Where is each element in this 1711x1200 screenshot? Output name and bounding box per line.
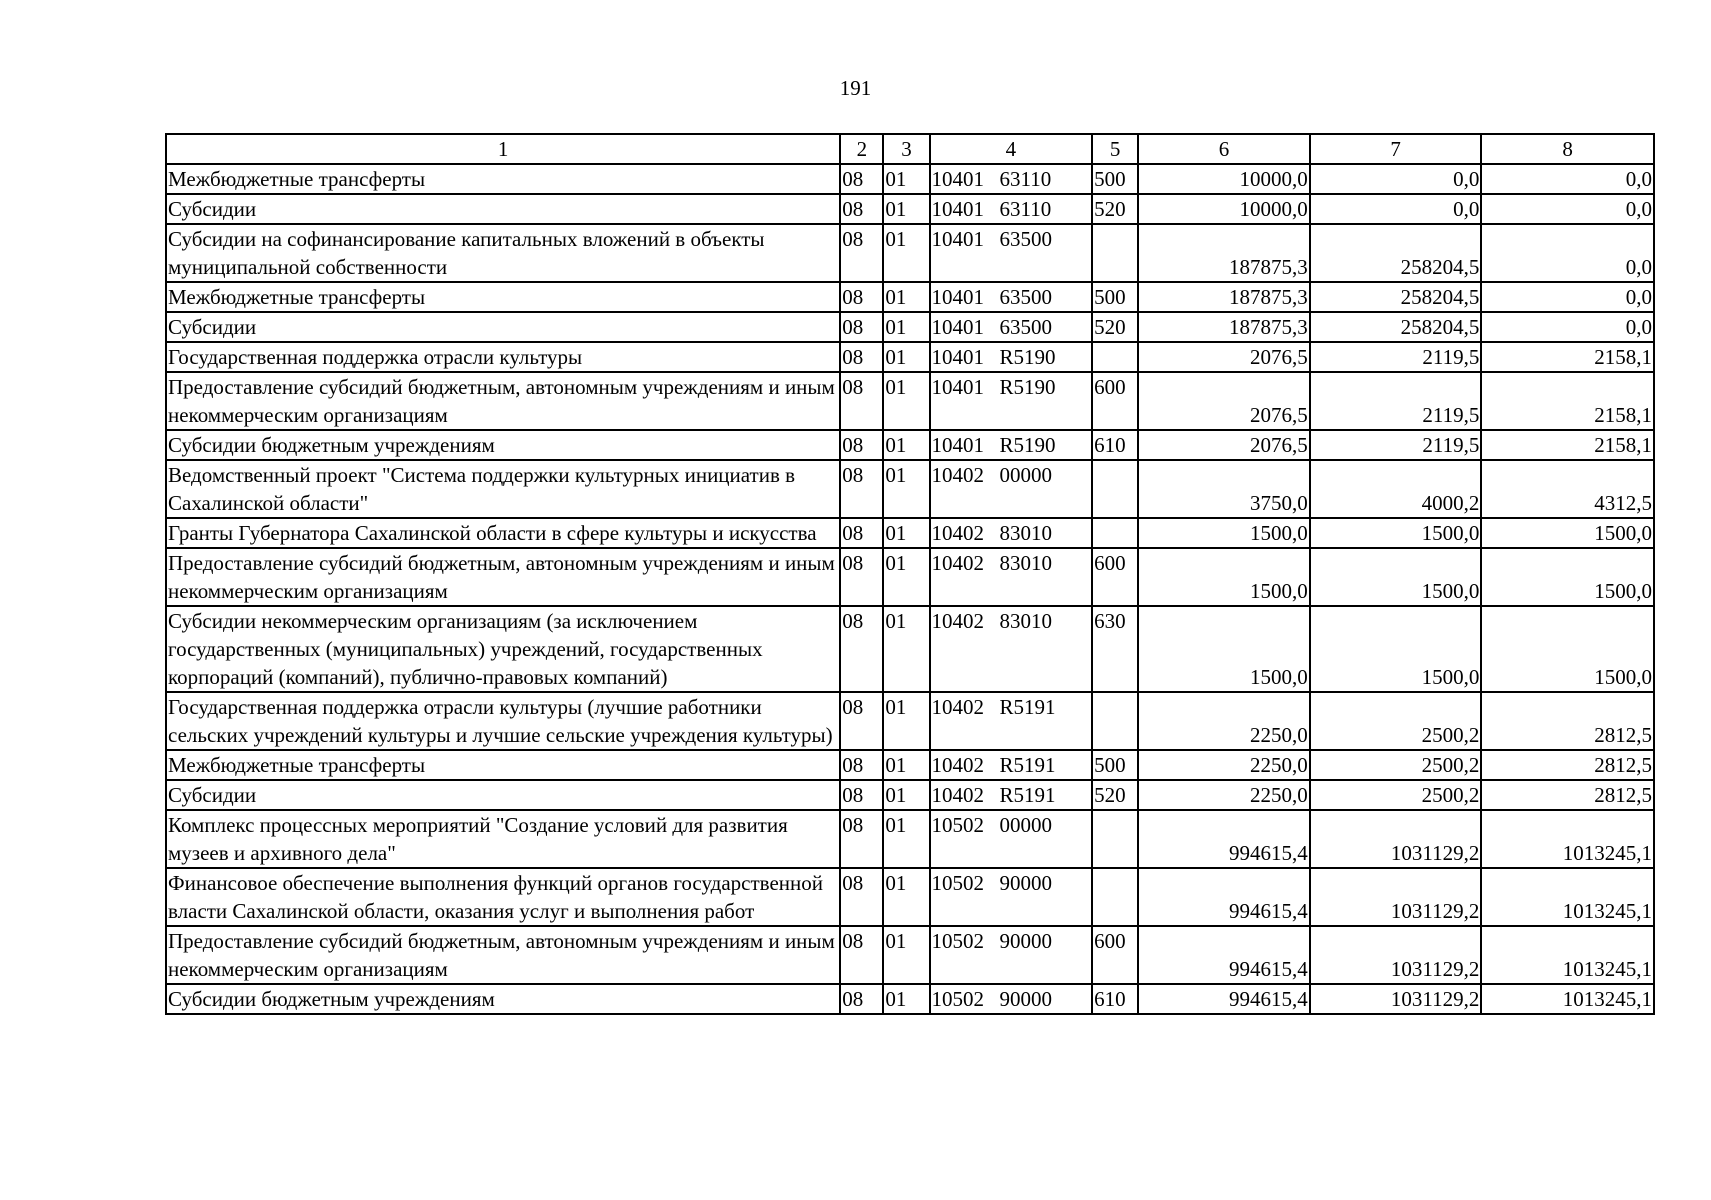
expense-type-cell: 610 [1092, 430, 1138, 460]
subsection-code-cell: 01 [883, 164, 929, 194]
target-article-cell [930, 224, 1093, 282]
target-article-cell [930, 984, 1093, 1014]
amount-year-3-cell: 0,0 [1481, 312, 1654, 342]
section-code-cell: 08 [840, 282, 883, 312]
amount-year-1-cell: 994615,4 [1138, 926, 1310, 984]
item-name-cell: Межбюджетные трансферты [166, 282, 840, 312]
amount-year-3-cell: 0,0 [1481, 164, 1654, 194]
header-cell-1: 1 [166, 134, 840, 164]
amount-year-2-cell: 0,0 [1310, 164, 1482, 194]
subsection-code-cell: 01 [883, 692, 929, 750]
section-code-cell: 08 [840, 430, 883, 460]
amount-year-1-cell: 10000,0 [1138, 164, 1310, 194]
item-name-cell: Межбюджетные трансферты [166, 164, 840, 194]
expense-type-cell: 500 [1092, 164, 1138, 194]
amount-year-3-cell: 0,0 [1481, 194, 1654, 224]
subsection-code-cell: 01 [883, 194, 929, 224]
expense-type-cell: 610 [1092, 984, 1138, 1014]
amount-year-1-cell: 994615,4 [1138, 810, 1310, 868]
target-article-cell [930, 548, 1093, 606]
target-article-program-code: 10402 [931, 753, 985, 777]
table-row [166, 460, 1654, 518]
subsection-code-cell: 01 [883, 606, 929, 692]
target-article-direction-code: 63500 [999, 285, 1053, 309]
budget-table [165, 133, 1655, 1015]
amount-year-2-cell: 4000,2 [1310, 460, 1482, 518]
target-article-program-code: 10402 [931, 609, 985, 633]
table-row [166, 548, 1654, 606]
amount-year-2-cell: 1031129,2 [1310, 810, 1482, 868]
amount-year-1-cell: 1500,0 [1138, 606, 1310, 692]
target-article-cell [930, 926, 1093, 984]
target-article-direction-code: 63110 [999, 167, 1052, 191]
item-name-cell: Субсидии [166, 194, 840, 224]
item-name-cell: Предоставление субсидий бюджетным, автономным учреждениям и иным некоммерческим организациям [166, 372, 840, 430]
table-row [166, 312, 1654, 342]
target-article-program-code: 10401 [931, 433, 985, 457]
amount-year-2-cell: 258204,5 [1310, 282, 1482, 312]
section-code-cell: 08 [840, 692, 883, 750]
amount-year-2-cell: 2500,2 [1310, 780, 1482, 810]
item-name-cell: Ведомственный проект "Система поддержки культурных инициатив в Сахалинской области" [166, 460, 840, 518]
subsection-code-cell: 01 [883, 342, 929, 372]
section-code-cell: 08 [840, 926, 883, 984]
target-article-cell [930, 194, 1093, 224]
section-code-cell: 08 [840, 548, 883, 606]
expense-type-cell [1092, 224, 1138, 282]
amount-year-2-cell: 2119,5 [1310, 342, 1482, 372]
amount-year-3-cell: 0,0 [1481, 282, 1654, 312]
target-article-direction-code: 83010 [999, 551, 1053, 575]
subsection-code-cell: 01 [883, 224, 929, 282]
target-article-cell [930, 780, 1093, 810]
amount-year-3-cell: 1013245,1 [1481, 926, 1654, 984]
amount-year-1-cell: 2076,5 [1138, 372, 1310, 430]
subsection-code-cell: 01 [883, 548, 929, 606]
section-code-cell: 08 [840, 372, 883, 430]
subsection-code-cell: 01 [883, 312, 929, 342]
target-article-program-code: 10401 [931, 375, 985, 399]
header-cell-5: 5 [1092, 134, 1138, 164]
subsection-code-cell: 01 [883, 810, 929, 868]
header-cell-2: 2 [840, 134, 883, 164]
target-article-direction-code: R5191 [999, 783, 1056, 807]
amount-year-2-cell: 0,0 [1310, 194, 1482, 224]
target-article-cell [930, 810, 1093, 868]
amount-year-2-cell: 2119,5 [1310, 372, 1482, 430]
expense-type-cell [1092, 692, 1138, 750]
target-article-cell [930, 606, 1093, 692]
expense-type-cell [1092, 868, 1138, 926]
target-article-program-code: 10401 [931, 167, 985, 191]
section-code-cell: 08 [840, 224, 883, 282]
target-article-cell [930, 460, 1093, 518]
amount-year-3-cell: 2158,1 [1481, 372, 1654, 430]
amount-year-3-cell: 1500,0 [1481, 606, 1654, 692]
amount-year-3-cell: 1500,0 [1481, 518, 1654, 548]
target-article-program-code: 10402 [931, 521, 985, 545]
amount-year-1-cell: 2250,0 [1138, 780, 1310, 810]
table-row [166, 224, 1654, 282]
item-name-cell: Государственная поддержка отрасли культуры (лучшие работники сельских учреждений культуры и лучшие сельские учреждения культуры) [166, 692, 840, 750]
amount-year-2-cell: 1031129,2 [1310, 984, 1482, 1014]
amount-year-1-cell: 187875,3 [1138, 224, 1310, 282]
item-name-cell: Субсидии бюджетным учреждениям [166, 984, 840, 1014]
target-article-cell [930, 342, 1093, 372]
table-row [166, 692, 1654, 750]
header-cell-6: 6 [1138, 134, 1310, 164]
section-code-cell: 08 [840, 460, 883, 518]
table-row [166, 606, 1654, 692]
header-cell-8: 8 [1481, 134, 1654, 164]
target-article-direction-code: R5190 [999, 375, 1056, 399]
subsection-code-cell: 01 [883, 282, 929, 312]
expense-type-cell: 600 [1092, 372, 1138, 430]
amount-year-2-cell: 1031129,2 [1310, 868, 1482, 926]
table-row [166, 780, 1654, 810]
table-header-row [166, 134, 1654, 164]
amount-year-2-cell: 258204,5 [1310, 312, 1482, 342]
section-code-cell: 08 [840, 194, 883, 224]
expense-type-cell: 520 [1092, 194, 1138, 224]
item-name-cell: Предоставление субсидий бюджетным, автономным учреждениям и иным некоммерческим организациям [166, 926, 840, 984]
target-article-cell [930, 750, 1093, 780]
target-article-program-code: 10502 [931, 813, 985, 837]
target-article-direction-code: R5190 [999, 345, 1056, 369]
section-code-cell: 08 [840, 606, 883, 692]
target-article-direction-code: 63500 [999, 227, 1053, 251]
target-article-program-code: 10401 [931, 345, 985, 369]
table-row [166, 372, 1654, 430]
item-name-cell: Гранты Губернатора Сахалинской области в сфере культуры и искусства [166, 518, 840, 548]
item-name-cell: Предоставление субсидий бюджетным, автономным учреждениям и иным некоммерческим организациям [166, 548, 840, 606]
section-code-cell: 08 [840, 868, 883, 926]
item-name-cell: Субсидии бюджетным учреждениям [166, 430, 840, 460]
target-article-direction-code: 63500 [999, 315, 1053, 339]
target-article-cell [930, 312, 1093, 342]
amount-year-2-cell: 1500,0 [1310, 548, 1482, 606]
item-name-cell: Комплекс процессных мероприятий "Создание условий для развития музеев и архивного дела" [166, 810, 840, 868]
target-article-direction-code: R5190 [999, 433, 1056, 457]
amount-year-1-cell: 187875,3 [1138, 312, 1310, 342]
item-name-cell: Субсидии [166, 780, 840, 810]
target-article-program-code: 10402 [931, 783, 985, 807]
target-article-direction-code: R5191 [999, 753, 1056, 777]
amount-year-1-cell: 2250,0 [1138, 750, 1310, 780]
target-article-cell [930, 282, 1093, 312]
subsection-code-cell: 01 [883, 984, 929, 1014]
expense-type-cell [1092, 342, 1138, 372]
amount-year-3-cell: 1500,0 [1481, 548, 1654, 606]
amount-year-1-cell: 2076,5 [1138, 342, 1310, 372]
amount-year-2-cell: 1031129,2 [1310, 926, 1482, 984]
target-article-program-code: 10502 [931, 987, 985, 1011]
amount-year-1-cell: 994615,4 [1138, 984, 1310, 1014]
amount-year-3-cell: 1013245,1 [1481, 810, 1654, 868]
target-article-cell [930, 372, 1093, 430]
subsection-code-cell: 01 [883, 372, 929, 430]
amount-year-3-cell: 4312,5 [1481, 460, 1654, 518]
target-article-direction-code: 00000 [999, 463, 1053, 487]
amount-year-1-cell: 1500,0 [1138, 548, 1310, 606]
section-code-cell: 08 [840, 164, 883, 194]
expense-type-cell [1092, 518, 1138, 548]
amount-year-1-cell: 2250,0 [1138, 692, 1310, 750]
header-cell-4: 4 [930, 134, 1093, 164]
table-row [166, 164, 1654, 194]
amount-year-3-cell: 2812,5 [1481, 692, 1654, 750]
header-cell-3: 3 [883, 134, 929, 164]
amount-year-2-cell: 1500,0 [1310, 518, 1482, 548]
target-article-program-code: 10402 [931, 463, 985, 487]
table-row [166, 430, 1654, 460]
amount-year-3-cell: 0,0 [1481, 224, 1654, 282]
amount-year-2-cell: 258204,5 [1310, 224, 1482, 282]
subsection-code-cell: 01 [883, 460, 929, 518]
target-article-direction-code: 63110 [999, 197, 1052, 221]
amount-year-1-cell: 3750,0 [1138, 460, 1310, 518]
target-article-program-code: 10401 [931, 285, 985, 309]
amount-year-3-cell: 2812,5 [1481, 750, 1654, 780]
target-article-cell [930, 164, 1093, 194]
target-article-direction-code: 83010 [999, 521, 1053, 545]
amount-year-2-cell: 2500,2 [1310, 692, 1482, 750]
amount-year-1-cell: 10000,0 [1138, 194, 1310, 224]
target-article-direction-code: 90000 [999, 871, 1053, 895]
amount-year-1-cell: 1500,0 [1138, 518, 1310, 548]
expense-type-cell [1092, 810, 1138, 868]
target-article-program-code: 10502 [931, 929, 985, 953]
table-row [166, 282, 1654, 312]
target-article-direction-code: 90000 [999, 929, 1053, 953]
target-article-program-code: 10401 [931, 227, 985, 251]
expense-type-cell: 600 [1092, 548, 1138, 606]
table-row [166, 868, 1654, 926]
header-cell-7: 7 [1310, 134, 1482, 164]
amount-year-1-cell: 994615,4 [1138, 868, 1310, 926]
item-name-cell: Субсидии некоммерческим организациям (за исключением государственных (муниципальных) учреждений, государственных корпораций (компаний), публично-правовых компаний) [166, 606, 840, 692]
subsection-code-cell: 01 [883, 518, 929, 548]
section-code-cell: 08 [840, 780, 883, 810]
expense-type-cell: 500 [1092, 750, 1138, 780]
amount-year-2-cell: 2119,5 [1310, 430, 1482, 460]
table-row [166, 984, 1654, 1014]
table-row [166, 194, 1654, 224]
table-row [166, 518, 1654, 548]
subsection-code-cell: 01 [883, 430, 929, 460]
expense-type-cell: 520 [1092, 312, 1138, 342]
amount-year-1-cell: 187875,3 [1138, 282, 1310, 312]
section-code-cell: 08 [840, 984, 883, 1014]
table-row [166, 342, 1654, 372]
target-article-direction-code: 83010 [999, 609, 1053, 633]
expense-type-cell: 520 [1092, 780, 1138, 810]
target-article-cell [930, 430, 1093, 460]
amount-year-1-cell: 2076,5 [1138, 430, 1310, 460]
amount-year-3-cell: 2812,5 [1481, 780, 1654, 810]
page-number: 191 [839, 76, 872, 100]
item-name-cell: Межбюджетные трансферты [166, 750, 840, 780]
amount-year-3-cell: 1013245,1 [1481, 868, 1654, 926]
expense-type-cell [1092, 460, 1138, 518]
target-article-program-code: 10401 [931, 315, 985, 339]
section-code-cell: 08 [840, 342, 883, 372]
item-name-cell: Субсидии [166, 312, 840, 342]
target-article-cell [930, 692, 1093, 750]
table-row [166, 926, 1654, 984]
target-article-program-code: 10401 [931, 197, 985, 221]
expense-type-cell: 500 [1092, 282, 1138, 312]
amount-year-3-cell: 1013245,1 [1481, 984, 1654, 1014]
amount-year-2-cell: 1500,0 [1310, 606, 1482, 692]
table-row [166, 750, 1654, 780]
section-code-cell: 08 [840, 810, 883, 868]
amount-year-2-cell: 2500,2 [1310, 750, 1482, 780]
subsection-code-cell: 01 [883, 750, 929, 780]
subsection-code-cell: 01 [883, 868, 929, 926]
target-article-program-code: 10502 [931, 871, 985, 895]
target-article-direction-code: 00000 [999, 813, 1053, 837]
expense-type-cell: 630 [1092, 606, 1138, 692]
item-name-cell: Государственная поддержка отрасли культуры [166, 342, 840, 372]
expense-type-cell: 600 [1092, 926, 1138, 984]
target-article-program-code: 10402 [931, 695, 985, 719]
subsection-code-cell: 01 [883, 926, 929, 984]
amount-year-3-cell: 2158,1 [1481, 430, 1654, 460]
section-code-cell: 08 [840, 750, 883, 780]
section-code-cell: 08 [840, 312, 883, 342]
target-article-program-code: 10402 [931, 551, 985, 575]
item-name-cell: Финансовое обеспечение выполнения функций органов государственной власти Сахалинской области, оказания услуг и выполнения работ [166, 868, 840, 926]
target-article-direction-code: R5191 [999, 695, 1056, 719]
target-article-cell [930, 868, 1093, 926]
target-article-cell [930, 518, 1093, 548]
subsection-code-cell: 01 [883, 780, 929, 810]
target-article-direction-code: 90000 [999, 987, 1053, 1011]
amount-year-3-cell: 2158,1 [1481, 342, 1654, 372]
section-code-cell: 08 [840, 518, 883, 548]
table-row [166, 810, 1654, 868]
item-name-cell: Субсидии на софинансирование капитальных вложений в объекты муниципальной собственности [166, 224, 840, 282]
